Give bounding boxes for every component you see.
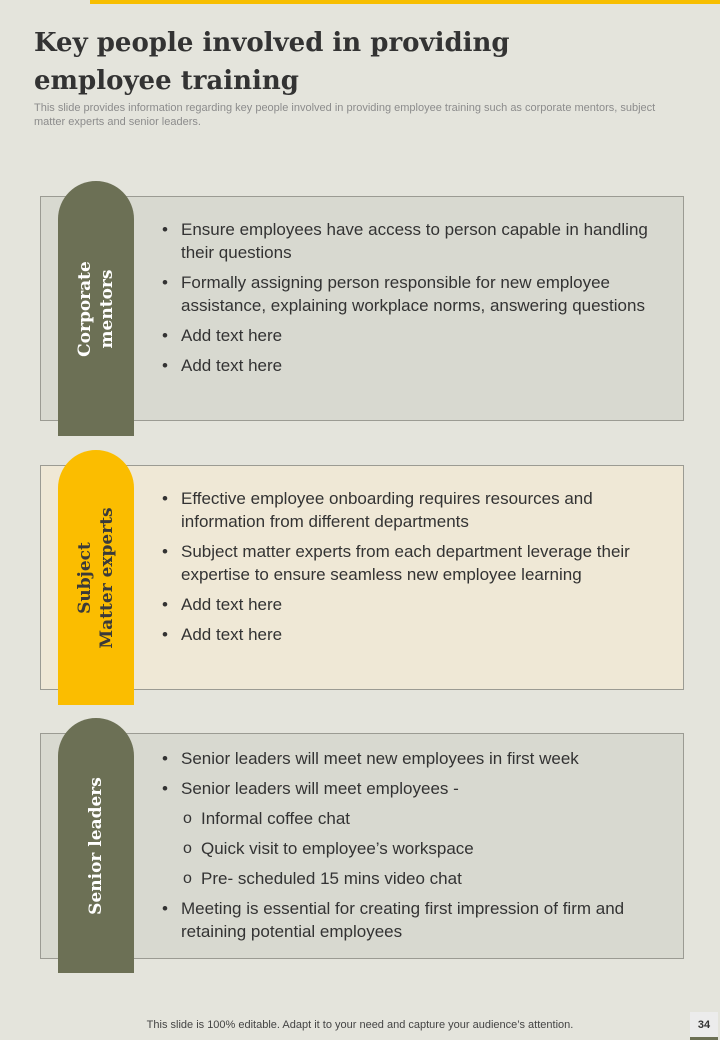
bullet-item: • Senior leaders will meet new employees in first week (161, 747, 666, 770)
corporate-mentors-label-tab (58, 181, 134, 436)
bullet-item: • Add text here (161, 324, 666, 347)
bullet-item: • Add text here (161, 354, 666, 377)
senior-leaders-label-tab (58, 718, 134, 973)
sub-bullet-item: o Quick visit to employee’s workspace (161, 837, 666, 860)
footer-note: This slide is 100% editable. Adapt it to your need and capture your audience’s attention. (146, 1019, 574, 1031)
page-subtitle: This slide provides information regarding key people involved in providing employee training such as corporate mentors, subject matter experts and senior leaders. (34, 102, 656, 128)
bullet-item: • Ensure employees have access to person capable in handling their questions (161, 218, 666, 264)
bullet-item: • Add text here (161, 623, 666, 646)
bullet-item: • Meeting is essential for creating first impression of firm and retaining potential employees (161, 897, 666, 943)
top-accent-bar (90, 0, 720, 4)
senior-leaders-bullets (161, 747, 666, 950)
bullet-item: • Add text here (161, 593, 666, 616)
subject-matter-experts-label-tab (58, 450, 134, 705)
sub-bullet-item: o Pre- scheduled 15 mins video chat (161, 867, 666, 890)
subject-matter-experts-bullets (161, 487, 666, 653)
corporate-mentors-bullets (161, 218, 666, 384)
bullet-item: • Subject matter experts from each department leverage their expertise to ensure seamless new employee learning (161, 540, 666, 586)
senior-leaders-label: Senior leaders (86, 776, 106, 915)
bullet-item: • Senior leaders will meet employees - (161, 777, 666, 800)
subject-matter-experts-label: Subject Matter experts (75, 506, 117, 649)
page-number: 34 (690, 1012, 718, 1040)
page-title: Key people involved in providing employee training (34, 28, 510, 96)
sub-bullet-item: o Informal coffee chat (161, 807, 666, 830)
corporate-mentors-label: Corporate mentors (75, 260, 117, 357)
bullet-item: • Effective employee onboarding requires resources and information from different departments (161, 487, 666, 533)
bullet-item: • Formally assigning person responsible for new employee assistance, explaining workplace norms, answering questions (161, 271, 666, 317)
